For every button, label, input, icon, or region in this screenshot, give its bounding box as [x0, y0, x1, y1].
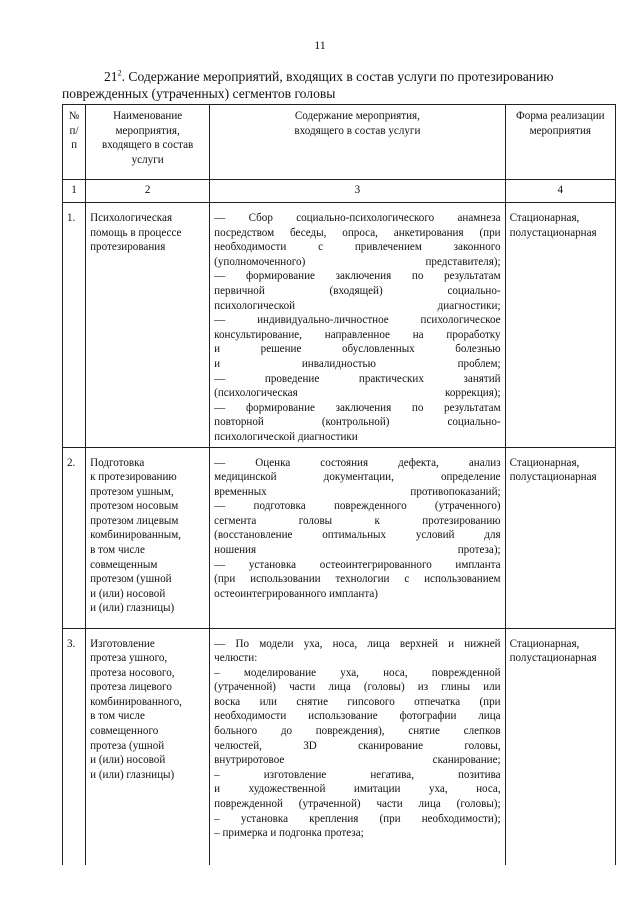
text-line: психологической диагностики;: [214, 299, 501, 312]
text-line: услуги: [131, 153, 164, 166]
text-line: протезом носовым: [90, 500, 179, 513]
column-number: 2: [86, 180, 210, 203]
text-line: входящего в состав: [102, 139, 194, 152]
text-line: внутриротовое сканирование;: [214, 754, 501, 767]
text-line: (восстановление оптимальных условий для: [214, 529, 501, 542]
header-form: [505, 105, 615, 180]
text-line: протезом (ушной: [90, 573, 172, 586]
text-line: челюстей, 3D сканирование головы,: [214, 739, 501, 752]
text-line: комбинированного,: [90, 695, 182, 708]
row-form: [505, 628, 615, 865]
row-content: [210, 203, 505, 448]
text-line: психологической диагностики: [214, 430, 358, 443]
text-line: протезирования: [90, 241, 166, 254]
page-number: 11: [314, 38, 326, 52]
text-line: — По модели уха, носа, лица верхней и нижней: [214, 637, 501, 650]
text-line: к протезированию: [90, 471, 177, 484]
text-line: в том числе: [90, 544, 145, 557]
text-line: сегмента головы к протезированию: [214, 514, 501, 527]
text-line: мероприятия,: [115, 124, 180, 137]
text-line: протеза (ушной: [90, 739, 165, 752]
text-line: — проведение практических занятий: [214, 372, 501, 385]
text-line: и (или) носовой: [90, 587, 166, 600]
row-number: 3.: [63, 628, 86, 865]
text-line: – установка крепления (при необходимости);: [214, 812, 501, 825]
column-number: 3: [210, 180, 505, 203]
text-line: Подготовка: [90, 456, 145, 469]
text-line: полустационарная: [509, 226, 597, 239]
row-form: [505, 447, 615, 628]
row-number: 2.: [63, 447, 86, 628]
text-line: Изготовление: [90, 637, 155, 650]
text-line: протезом ушным,: [90, 485, 174, 498]
text-line: — Оценка состояния дефекта, анализ: [214, 456, 501, 469]
heading-line-2: поврежденных (утраченных) сегментов головы: [62, 86, 336, 101]
text-line: полустационарная: [509, 652, 597, 665]
table-header-row: [63, 105, 616, 180]
text-line: — установка остеоинтегрированного импланта: [214, 558, 501, 571]
text-line: (при использовании технологии с использованием: [214, 573, 501, 586]
text-line: Содержание мероприятия,: [294, 110, 420, 122]
text-line: больного до повреждения), снятие слепков: [214, 725, 501, 738]
text-line: помощь в процессе: [90, 226, 182, 239]
text-line: повторной (контрольной) социально-: [214, 416, 501, 429]
text-line: – примерка и подгонка протеза;: [214, 827, 364, 840]
text-line: №: [68, 110, 80, 122]
text-line: Психологическая: [90, 212, 173, 224]
text-line: челюсти:: [214, 652, 258, 665]
text-line: мероприятия: [529, 124, 592, 137]
text-line: остеоинтегрированного импланта): [214, 587, 378, 600]
text-line: необходимости использование фотографии лица: [214, 710, 501, 723]
text-line: первичной (входящей) социально-: [214, 284, 501, 297]
text-line: необходимости с привлечением законного: [214, 241, 501, 254]
text-line: протезом лицевым: [90, 514, 179, 527]
section-heading: [62, 68, 622, 102]
table-row: [63, 628, 616, 865]
row-content: [210, 628, 505, 865]
row-form: [505, 203, 615, 448]
text-line: временных противопоказаний;: [214, 485, 501, 498]
heading-number: 21: [104, 69, 118, 84]
text-line: п/п: [69, 124, 79, 152]
text-line: и художественной имитации уха, носа,: [214, 783, 501, 796]
header-content: [210, 105, 505, 180]
table-row: [63, 447, 616, 628]
header-name: [86, 105, 210, 180]
text-line: — Сбор социально-психологического анамнеза: [214, 212, 501, 224]
text-line: медицинской документации, определение: [214, 471, 501, 484]
text-line: входящего в состав услуги: [294, 124, 421, 137]
text-line: Стационарная,: [509, 456, 580, 469]
text-line: протеза лицевого: [90, 681, 172, 694]
text-line: — индивидуально-личностное психологическое: [214, 314, 501, 327]
row-content: [210, 447, 505, 628]
text-line: и решение обусловленных болезнью: [214, 343, 501, 356]
text-line: (психологическая коррекция);: [214, 387, 501, 400]
column-number: 4: [505, 180, 615, 203]
text-line: протеза носового,: [90, 666, 175, 679]
text-line: – изготовление негатива, позитива: [214, 768, 501, 781]
text-line: консультирование, направленное на проработку: [214, 328, 501, 341]
heading-superscript: 2: [117, 68, 122, 78]
row-name: [86, 628, 210, 865]
services-table: [62, 104, 616, 865]
table-row: [63, 203, 616, 448]
text-line: Форма реализации: [516, 110, 605, 122]
text-line: посредством беседы, опроса, анкетирования (при: [214, 226, 501, 239]
row-name: [86, 203, 210, 448]
row-number: 1.: [63, 203, 86, 448]
text-line: совмещенного: [90, 725, 159, 738]
text-line: – моделирование уха, носа, поврежденной: [214, 666, 501, 679]
text-line: ношения протеза);: [214, 544, 501, 557]
text-line: в том числе: [90, 710, 145, 723]
text-line: (утраченной) части лица (головы) из глины или: [214, 681, 501, 694]
text-line: — подготовка поврежденного (утраченного): [214, 500, 501, 513]
text-line: комбинированным,: [90, 529, 181, 542]
text-line: и (или) глазницы): [90, 602, 175, 615]
text-line: воска или снятие гипсового отпечатка (при: [214, 695, 501, 708]
text-line: — формирование заключения по результатам: [214, 401, 501, 414]
column-numbers-row: [63, 180, 616, 203]
text-line: и инвалидностью проблем;: [214, 357, 501, 370]
text-line: полустационарная: [509, 471, 597, 484]
text-line: Наименование: [113, 110, 183, 122]
text-line: протеза ушного,: [90, 652, 168, 665]
column-number: 1: [63, 180, 86, 203]
text-line: (уполномоченного) представителя);: [214, 255, 501, 268]
header-no: [63, 105, 86, 180]
row-name: [86, 447, 210, 628]
text-line: — формирование заключения по результатам: [214, 270, 501, 283]
text-line: поврежденной (утраченной) части лица (головы);: [214, 798, 501, 811]
text-line: и (или) носовой: [90, 754, 166, 767]
heading-text-1: . Содержание мероприятий, входящих в состав услуги по протезированию: [121, 69, 554, 84]
text-line: совмещенным: [90, 558, 158, 571]
text-line: Стационарная,: [509, 212, 580, 224]
text-line: Стационарная,: [509, 637, 580, 650]
text-line: и (или) глазницы): [90, 768, 175, 781]
heading-line-1: [62, 68, 622, 85]
